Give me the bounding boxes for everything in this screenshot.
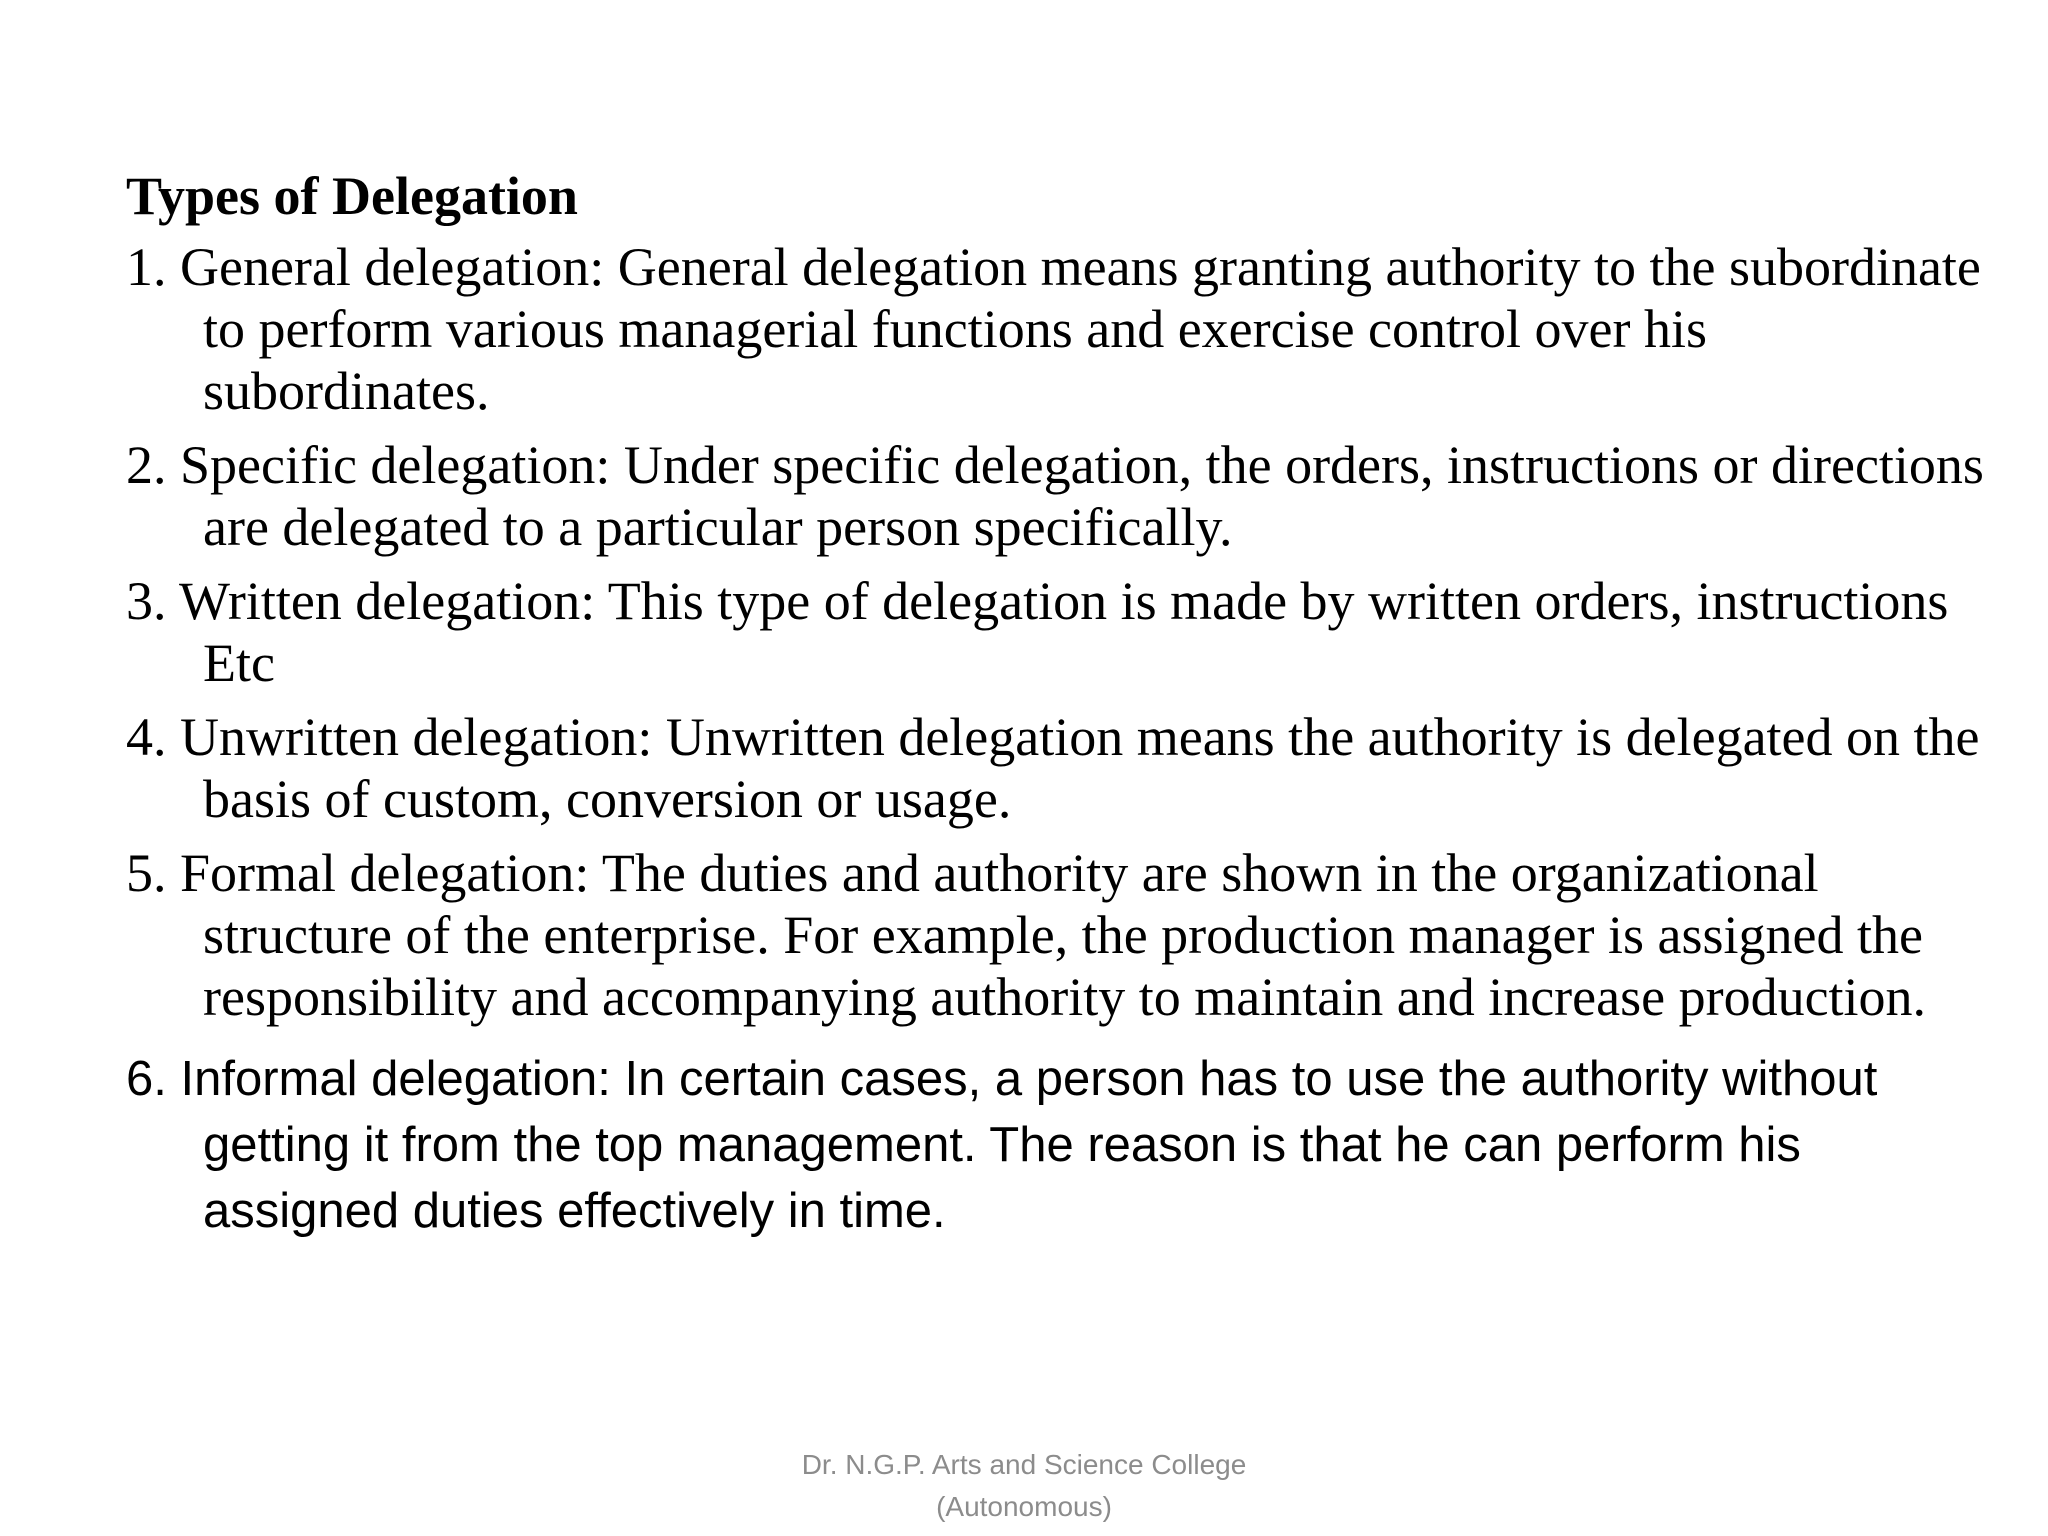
- list-item-specific-delegation: 2. Specific delegation: Under specific delegation, the orders, instructions or directions are delegated to a particular person specifically.: [126, 435, 1984, 557]
- list-item-general-delegation: 1. General delegation: General delegation means granting authority to the subordinate to perform various managerial functions and exercise control over his subordinates.: [126, 237, 1981, 421]
- slide-footer: [624, 1444, 1424, 1528]
- list-item-formal-delegation: 5. Formal delegation: The duties and authority are shown in the organizational structure of the enterprise. For example, the production manager is assigned the responsibility and accompanying authority to maintain and increase production.: [126, 843, 1927, 1027]
- footer-autonomous: (Autonomous): [936, 1491, 1112, 1522]
- slide-content: [126, 158, 1986, 1256]
- list-item-written-delegation: 3. Written delegation: This type of delegation is made by written orders, instructions Etc: [126, 571, 1949, 693]
- slide-title: Types of Delegation: [126, 166, 578, 226]
- list-item-unwritten-delegation: 4. Unwritten delegation: Unwritten delegation means the authority is delegated on the basis of custom, conversion or usage.: [126, 707, 1980, 829]
- list-item-informal-delegation: 6. Informal delegation: In certain cases, a person has to use the authority without getting it from the top management. The reason is that he can perform his assigned duties effectively in time.: [126, 1052, 1878, 1238]
- footer-college-name: Dr. N.G.P. Arts and Science College: [801, 1449, 1247, 1480]
